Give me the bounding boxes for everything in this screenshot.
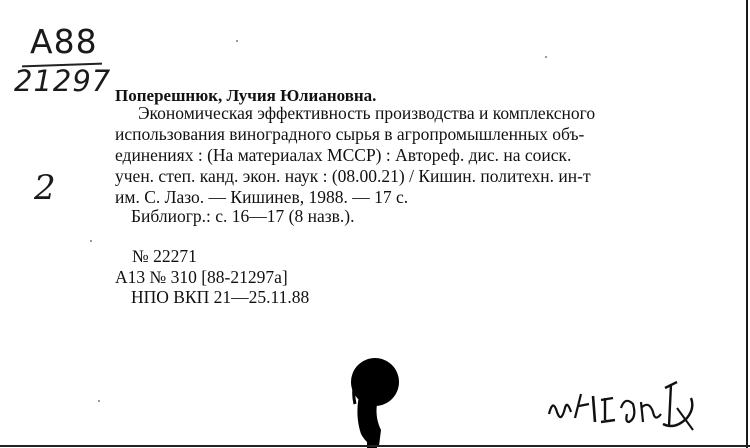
punch-hole-icon bbox=[345, 356, 409, 448]
card-edge-bottom bbox=[0, 445, 750, 447]
card-edge-right bbox=[746, 0, 748, 448]
description-line: Экономическая эффективность производства и комплексного bbox=[138, 103, 596, 123]
signature-icon bbox=[545, 378, 705, 436]
description-line: учен. степ. канд. экон. наук : (08.00.21) / Кишин. политехн. ин-т bbox=[115, 166, 591, 186]
speck bbox=[90, 240, 92, 242]
speck bbox=[98, 400, 100, 402]
speck bbox=[236, 40, 238, 42]
handwritten-mark: 2 bbox=[34, 168, 56, 208]
speck bbox=[545, 56, 547, 58]
registration-date: НПО ВКП 21—25.11.88 bbox=[131, 287, 310, 307]
description-line: использования виноградного сырья в агропромышленных объ- bbox=[115, 124, 585, 144]
shelf-code: А88 bbox=[30, 22, 98, 61]
description-line: им. С. Лазо. — Кишинев, 1988. — 17 с. bbox=[115, 187, 409, 207]
description-line: единениях : (На материалах МССР) : Автореф. дис. на соиск. bbox=[115, 145, 572, 165]
record-number: № 22271 bbox=[132, 246, 197, 266]
bibliography-line: Библиогр.: с. 16—17 (8 назв.). bbox=[131, 206, 355, 226]
register-number: А13 № 310 [88-21297а] bbox=[115, 267, 288, 287]
author-heading: Поперешнюк, Лучия Юлиановна. bbox=[115, 86, 377, 105]
shelf-number: 21297 bbox=[14, 64, 112, 98]
